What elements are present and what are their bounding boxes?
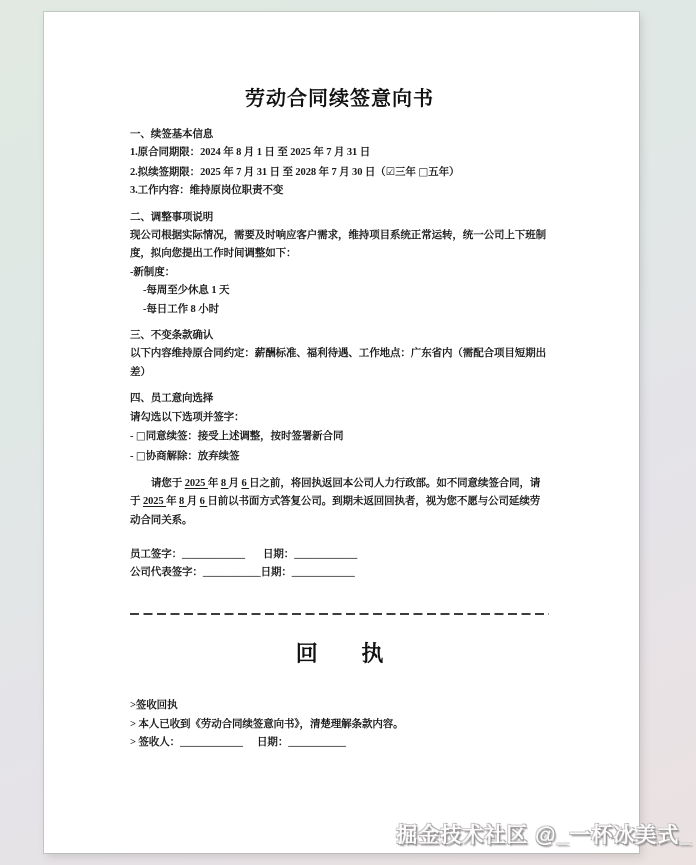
- company-signature-blank[interactable]: ___________: [202, 566, 261, 578]
- company-signature-row: [130, 564, 549, 582]
- checkbox-unchecked-icon[interactable]: □: [135, 449, 146, 462]
- three-year-option-label: 三年: [395, 166, 419, 178]
- signature-block: [130, 546, 549, 581]
- renewal-term-suffix: ）: [448, 166, 460, 178]
- document-title: 劳动合同续签意向书: [245, 88, 434, 110]
- policy-item-daily-hours: -每日工作 8 小时: [143, 303, 219, 315]
- checkbox-unchecked-icon[interactable]: □: [418, 165, 429, 178]
- unchanged-terms-paragraph: 以下内容维持原合同约定：薪酬标准、福利待遇、工作地点：广东省内（需配合项目短期出差）: [130, 348, 546, 378]
- adjustment-paragraph: 现公司根据实际情况，需要及时响应客户需求，维持项目系统正常运转，统一公司上下班制度，拟向您提出工作时间调整如下：: [130, 230, 546, 260]
- return-deadline-paragraph: [130, 475, 549, 530]
- company-date-blank[interactable]: ____________: [291, 566, 355, 578]
- notice-deadline-day: 6: [241, 477, 250, 489]
- company-date-label: 日期：: [260, 566, 292, 578]
- option-negotiated-termination: [130, 447, 549, 466]
- section-unchanged-terms: [130, 327, 549, 382]
- notice-text: 年: [166, 496, 180, 508]
- notice-text: 月: [228, 477, 242, 489]
- section-4-heading: 四、员工意向选择: [130, 393, 214, 405]
- section-2-heading: 二、调整事项说明: [130, 211, 214, 223]
- work-content-line: 3.工作内容：维持原岗位职责不变: [130, 185, 284, 197]
- section-adjustment-notes: [130, 209, 549, 319]
- site-watermark: 掘金技术社区 @_一杯冰美式_: [396, 824, 692, 847]
- notice-deadline-month: 8: [220, 477, 229, 489]
- receipt-block: [130, 697, 549, 752]
- employee-date-label: 日期：: [263, 549, 295, 561]
- notice-deadline-month: 8: [179, 496, 187, 508]
- new-policy-label: -新制度：: [130, 266, 175, 278]
- section-1-heading: 一、续签基本信息: [130, 129, 214, 140]
- option-dash: -: [130, 431, 136, 443]
- company-signature-label: 公司代表签字：: [130, 566, 203, 578]
- renewal-term-line: [130, 163, 549, 182]
- receipt-acknowledgement: > 本人已收到《劳动合同续签意向书》，清楚理解条款内容。: [130, 718, 404, 730]
- notice-text: 年: [207, 477, 221, 489]
- notice-deadline-year: 2025: [142, 496, 167, 508]
- option-terminate-label: 协商解除：放弃续签: [145, 450, 240, 462]
- checkbox-checked-icon[interactable]: ☑: [385, 165, 396, 178]
- document-page: [44, 12, 639, 853]
- section-renewal-basic-info: [130, 126, 549, 201]
- section-employee-choice: [130, 390, 549, 466]
- five-year-option-label: 五年: [428, 166, 449, 178]
- original-contract-term-line: 1.原合同期限：2024 年 8 月 1 日 至 2025 年 7 月 31 日: [130, 147, 371, 159]
- policy-item-weekly-rest: -每周至少休息 1 天: [143, 285, 230, 297]
- checkbox-unchecked-icon[interactable]: □: [135, 430, 146, 443]
- section-3-heading: 三、不变条款确认: [130, 330, 214, 342]
- receipt-title: 回 执: [295, 641, 384, 667]
- receipt-date-label: 日期：: [257, 736, 289, 748]
- option-agree-label: 同意续签：接受上述调整，按时签署新合同: [145, 431, 344, 443]
- employee-signature-blank[interactable]: ____________: [182, 549, 245, 561]
- notice-deadline-year: 2025: [184, 477, 208, 489]
- notice-text: 请您于: [151, 477, 185, 489]
- option-agree-renewal: [130, 427, 549, 446]
- renewal-term-text: 2.拟续签期限：2025 年 7 月 31 日 至 2028 年 7 月 30 日（: [130, 166, 386, 178]
- receipt-date-blank[interactable]: ___________: [288, 736, 346, 748]
- notice-text: 日之前，将回执返回本公司人力行政部。如不同意续签合同，请于: [130, 477, 541, 508]
- employee-signature-row: [130, 546, 549, 564]
- notice-deadline-day: 6: [199, 496, 208, 508]
- receipt-signer-row: [130, 734, 549, 752]
- option-dash: -: [130, 450, 136, 462]
- notice-text: 月: [186, 496, 200, 508]
- receipt-signer-blank[interactable]: ____________: [180, 736, 244, 748]
- receipt-signer-label: > 签收人：: [130, 736, 181, 748]
- employee-date-blank[interactable]: ____________: [294, 549, 358, 561]
- receipt-sign-heading: >签收回执: [130, 700, 178, 712]
- notice-text: 日前以书面方式答复公司。到期未返回回执者，视为您不愿与公司延续劳动合同关系。: [130, 496, 541, 526]
- employee-signature-label: 员工签字：: [130, 549, 182, 561]
- cut-line-divider: [130, 613, 549, 615]
- choice-instruction: 请勾选以下选项并签字：: [130, 411, 245, 423]
